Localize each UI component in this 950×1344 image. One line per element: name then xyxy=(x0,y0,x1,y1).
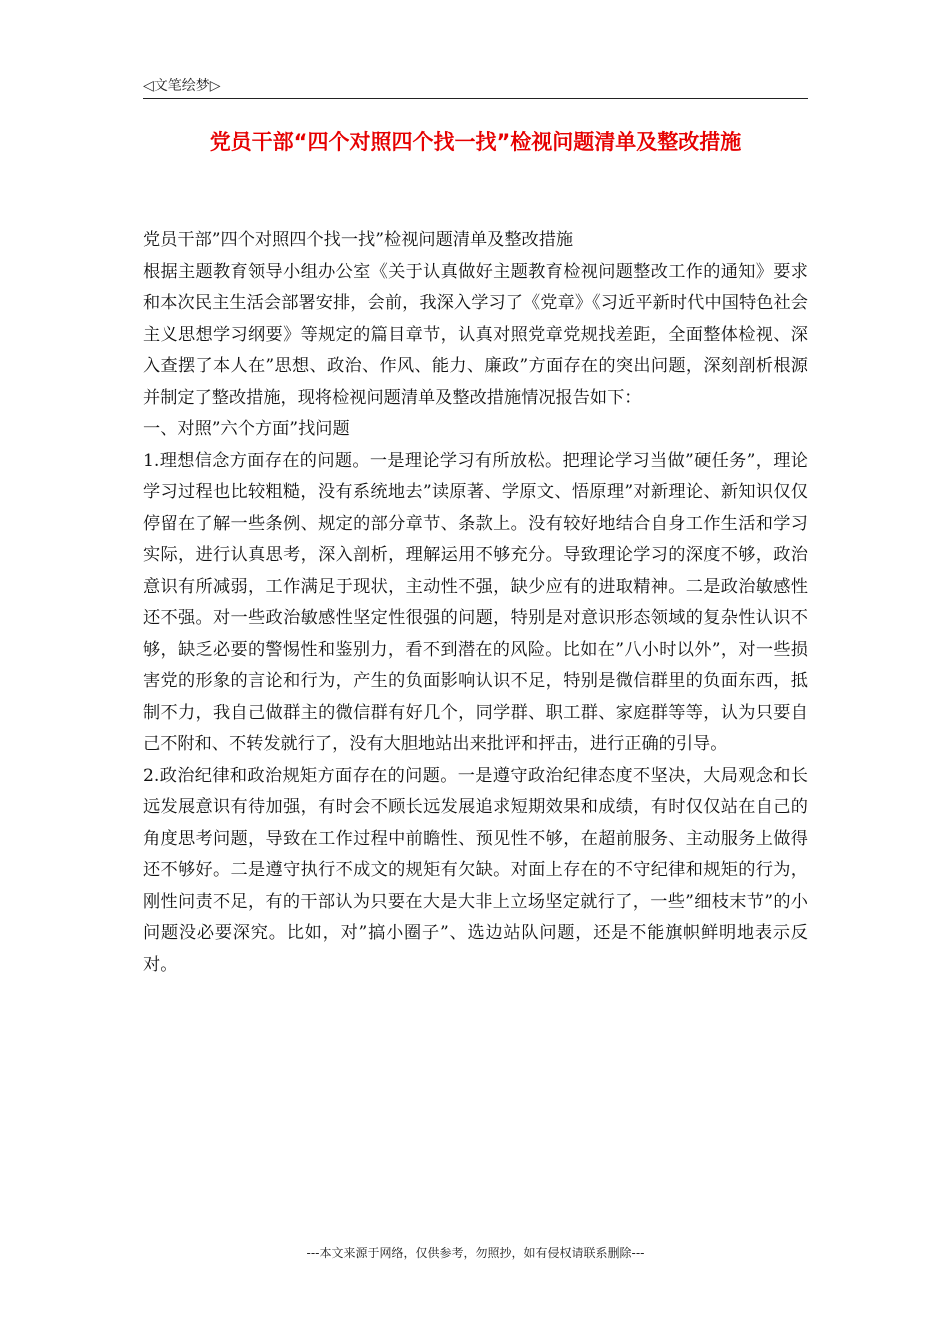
section-heading: 一、对照”六个方面”找问题 xyxy=(143,419,350,439)
page-header xyxy=(143,76,808,99)
page-footer: ---本文来源于网络，仅供参考，勿照抄，如有侵权请联系删除--- xyxy=(306,1246,645,1260)
document-title: 党员干部“四个对照四个找一找”检视问题清单及整改措施 xyxy=(209,130,742,154)
document-body xyxy=(143,225,808,981)
brand-label: ◁文笔绘梦▷ xyxy=(143,78,221,94)
item-2-paragraph: 2.政治纪律和政治规矩方面存在的问题。一是遵守政治纪律态度不坚决，大局观念和长远发展意识有待加强，有时会不顾长远发展追求短期效果和成绩，有时仅仅站在自己的角度思考问题，导致在工作过程中前瞻性、预见性不够，在超前服务、主动服务上做得还不够好。二是遵守执行不成文的规矩有欠缺。对面上存在的不守纪律和规矩的行为，刚性问责不足，有的干部认为只要在大是大非上立场坚定就行了，一些”细枝末节”的小问题没必要深究。比如，对”搞小圈子”、选边站队问题，还是不能旗帜鲜明地表示反对。 xyxy=(143,765,808,975)
intro-paragraph: 根据主题教育领导小组办公室《关于认真做好主题教育检视问题整改工作的通知》要求和本次民主生活会部署安排，会前，我深入学习了《党章》《习近平新时代中国特色社会主义思想学习纲要》等规定的篇目章节，认真对照党章党规找差距，全面整体检视、深入查摆了本人在”思想、政治、作风、能力、廉政”方面存在的突出问题，深刻剖析根源并制定了整改措施，现将检视问题清单及整改措施情况报告如下： xyxy=(143,261,808,408)
subtitle-paragraph: 党员干部”四个对照四个找一找”检视问题清单及整改措施 xyxy=(143,230,574,250)
item-1-paragraph: 1.理想信念方面存在的问题。一是理论学习有所放松。把理论学习当做”硬任务”，理论学习过程也比较粗糙，没有系统地去”读原著、学原文、悟原理”对新理论、新知识仅仅停留在了解一些条例、规定的部分章节、条款上。没有较好地结合自身工作生活和学习实际，进行认真思考，深入剖析，理解运用不够充分。导致理论学习的深度不够，政治意识有所减弱，工作满足于现状，主动性不强，缺少应有的进取精神。二是政治敏感性还不强。对一些政治敏感性坚定性很强的问题，特别是对意识形态领域的复杂性认识不够，缺乏必要的警惕性和鉴别力，看不到潜在的风险。比如在”八小时以外”，对一些损害党的形象的言论和行为，产生的负面影响认识不足，特别是微信群里的负面东西，抵制不力，我自己做群主的微信群有好几个，同学群、职工群、家庭群等等，认为只要自己不附和、不转发就行了，没有大胆地站出来批评和抨击，进行正确的引导。 xyxy=(143,450,808,754)
